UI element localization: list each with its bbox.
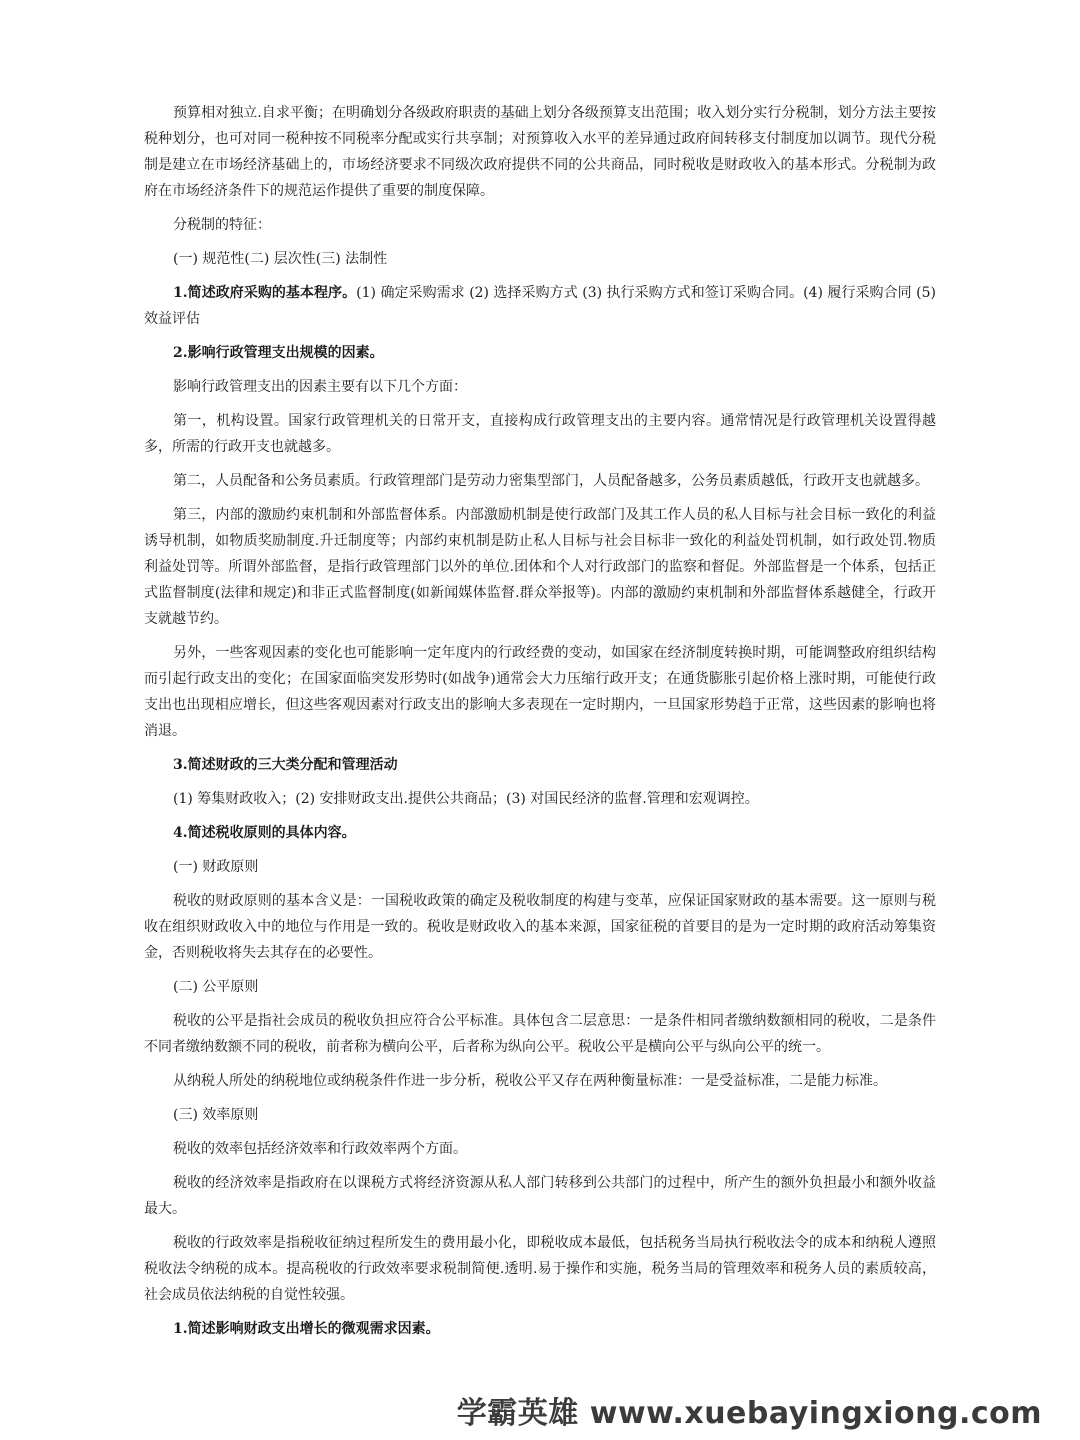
paragraph: 税收的效率包括经济效率和行政效率两个方面。 xyxy=(173,1141,467,1157)
question-1 xyxy=(144,280,936,332)
watermark: 学霸英雄 www.xuebayingxiong.com xyxy=(456,1396,1042,1431)
paragraph: 第二，人员配备和公务员素质。行政管理部门是劳动力密集型部门，人员配备越多，公务员素质越低，行政开支也就越多。 xyxy=(173,473,929,489)
question-3-title: 3.简述财政的三大类分配和管理活动 xyxy=(173,757,398,773)
paragraph: 另外，一些客观因素的变化也可能影响一定年度内的行政经费的变动，如国家在经济制度转换时期，可能调整政府组织结构而引起行政支出的变化；在国家面临突发形势时(如战争)通常会大力压缩行政开支；在通货膨胀引起价格上涨时期，可能使行政支出也出现相应增长，但这些客观因素对行政支出的影响大多表现在一定时期内，一旦国家形势趋于正常，这些因素的影响也将消退。 xyxy=(144,645,936,739)
question-1-answer: (1) 确定采购需求 (2) 选择采购方式 (3) 执行采购方式和签订采购合同。(4) 履行采购合同 (5) 效益评估 xyxy=(144,285,936,327)
section-heading: (一) 财政原则 xyxy=(173,859,259,875)
paragraph: 第一，机构设置。国家行政管理机关的日常开支，直接构成行政管理支出的主要内容。通常情况是行政管理机关设置得越多，所需的行政开支也就越多。 xyxy=(144,413,936,455)
question-1-title: 1.简述政府采购的基本程序。 xyxy=(173,285,357,301)
question-4-title: 4.简述税收原则的具体内容。 xyxy=(173,825,356,841)
paragraph: 税收的行政效率是指税收征纳过程所发生的费用最小化，即税收成本最低，包括税务当局执行税收法令的成本和纳税人遵照税收法令纳税的成本。提高税收的行政效率要求税制简便.透明.易于操作和实施，税务当局的管理效率和税务人员的素质较高，社会成员依法纳税的自觉性较强。 xyxy=(144,1235,936,1303)
section-heading: (二) 公平原则 xyxy=(173,979,259,995)
paragraph: 从纳税人所处的纳税地位或纳税条件作进一步分析，税收公平又存在两种衡量标准：一是受益标准，二是能力标准。 xyxy=(173,1073,887,1089)
paragraph: 税收的公平是指社会成员的税收负担应符合公平标准。具体包含二层意思：一是条件相同者缴纳数额相同的税收，二是条件不同者缴纳数额不同的税收，前者称为横向公平，后者称为纵向公平。税收公平是横向公平与纵向公平的统一。 xyxy=(144,1013,936,1055)
paragraph-intro: 预算相对独立.自求平衡；在明确划分各级政府职责的基础上划分各级预算支出范围；收入划分实行分税制，划分方法主要按税种划分，也可对同一税种按不同税率分配或实行共享制；对预算收入水平的差异通过政府间转移支付制度加以调节。现代分税制是建立在市场经济基础上的，市场经济要求不同级次政府提供不同的公共商品，同时税收是财政收入的基本形式。分税制为政府在市场经济条件下的规范运作提供了重要的制度保障。 xyxy=(144,105,936,199)
paragraph-features: (一) 规范性(二) 层次性(三) 法制性 xyxy=(173,251,388,267)
question-5-title: 1.简述影响财政支出增长的微观需求因素。 xyxy=(173,1321,440,1337)
paragraph: 税收的财政原则的基本含义是：一国税收政策的确定及税收制度的构建与变革，应保证国家财政的基本需要。这一原则与税收在组织财政收入中的地位与作用是一致的。税收是财政收入的基本来源，国家征税的首要目的是为一定时期的政府活动筹集资金，否则税收将失去其存在的必要性。 xyxy=(144,893,936,961)
paragraph: (1) 筹集财政收入；(2) 安排财政支出.提供公共商品；(3) 对国民经济的监督.管理和宏观调控。 xyxy=(173,791,759,807)
section-heading: (三) 效率原则 xyxy=(173,1107,259,1123)
paragraph: 第三，内部的激励约束机制和外部监督体系。内部激励机制是使行政部门及其工作人员的私人目标与社会目标一致化的利益诱导机制，如物质奖励制度.升迁制度等；内部约束机制是防止私人目标与社会目标非一致化的利益处罚机制，如行政处罚.物质利益处罚等。所谓外部监督，是指行政管理部门以外的单位.团体和个人对行政部门的监察和督促。外部监督是一个体系，包括正式监督制度(法律和规定)和非正式监督制度(如新闻媒体监督.群众举报等)。内部的激励约束机制和外部监督体系越健全，行政开支就越节约。 xyxy=(144,507,936,627)
paragraph: 影响行政管理支出的因素主要有以下几个方面： xyxy=(173,379,467,395)
paragraph-features-title: 分税制的特征： xyxy=(173,217,271,233)
document-body xyxy=(144,100,936,1350)
paragraph: 税收的经济效率是指政府在以课税方式将经济资源从私人部门转移到公共部门的过程中，所产生的额外负担最小和额外收益最大。 xyxy=(144,1175,936,1217)
question-2-title: 2.影响行政管理支出规模的因素。 xyxy=(173,345,384,361)
